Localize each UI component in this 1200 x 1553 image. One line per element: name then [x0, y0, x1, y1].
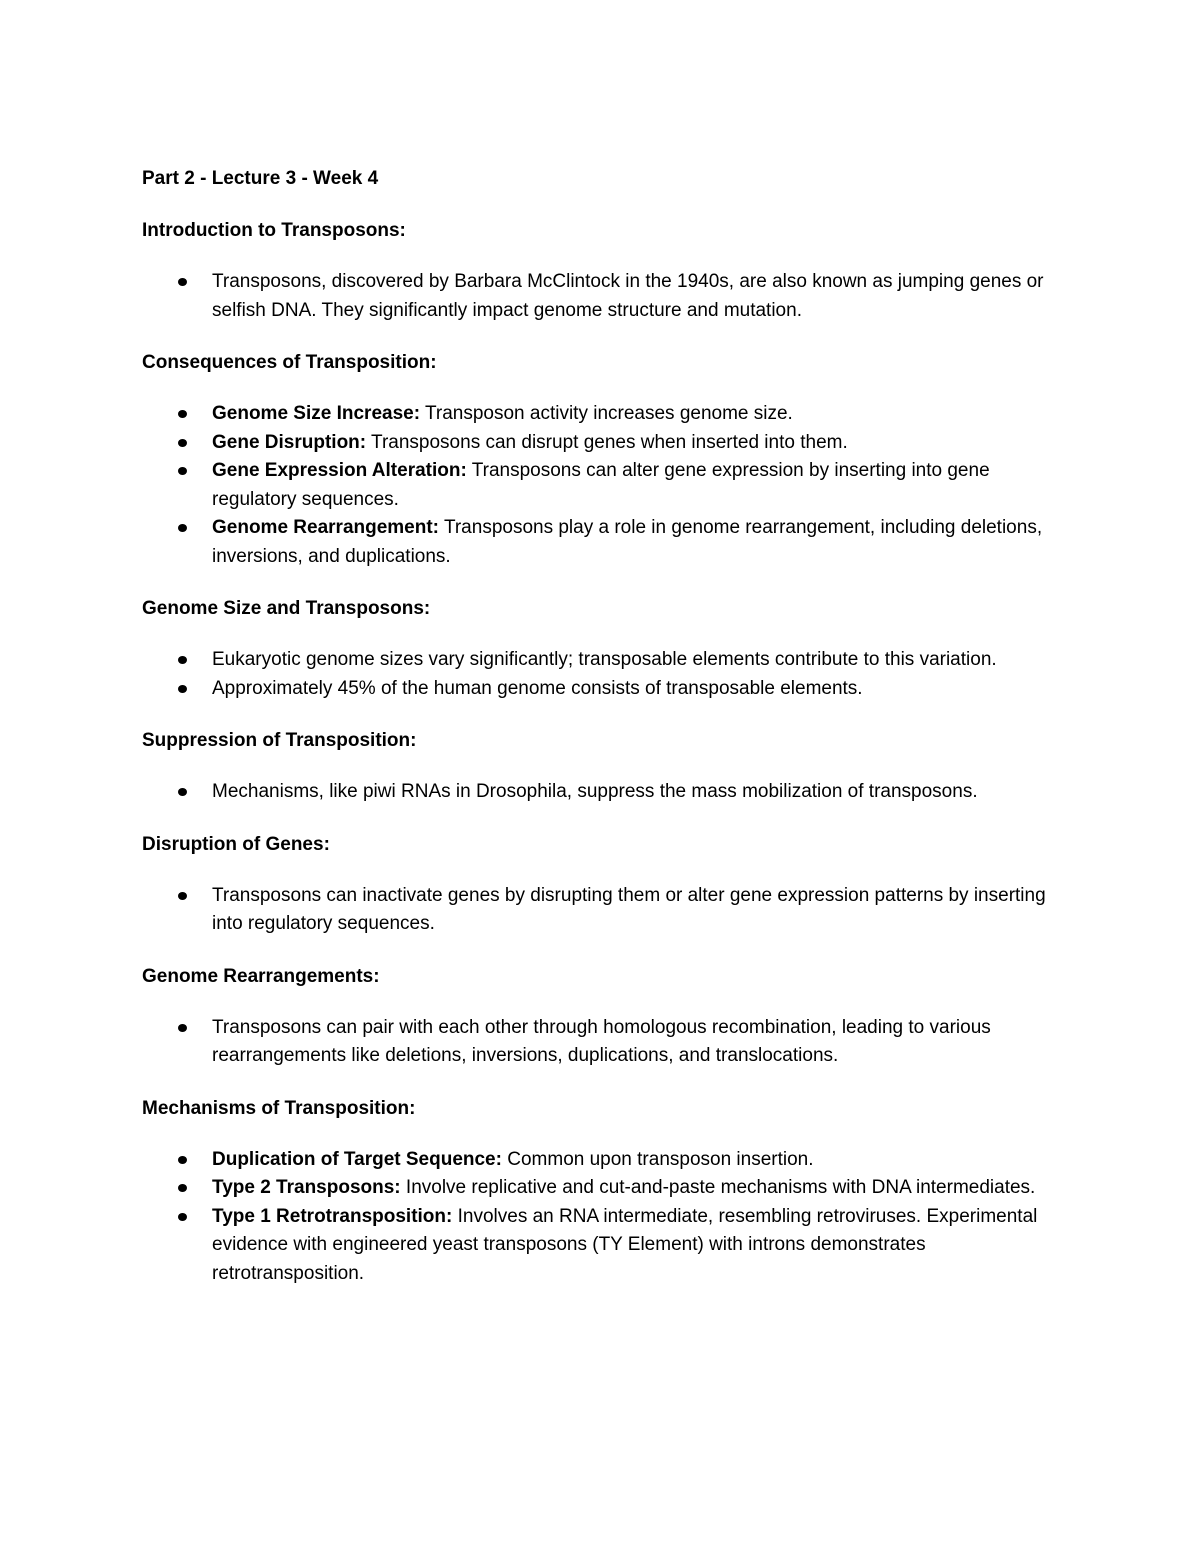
document-page: [142, 164, 1072, 1288]
section-suppression: [142, 726, 1072, 807]
list-item: [142, 429, 1072, 458]
section-heading: Suppression of Transposition:: [142, 730, 417, 751]
bullet-icon: [178, 1156, 187, 1164]
list-item: [142, 1203, 1072, 1289]
list-item: [142, 646, 1072, 675]
list-item: [142, 1014, 1072, 1071]
item-text: Involve replicative and cut-and-paste mechanisms with DNA intermediates.: [400, 1177, 1036, 1198]
section-rearrangements: [142, 962, 1072, 1071]
item-text: Transposons can alter gene expression by inserting into gene regulatory sequences.: [212, 460, 990, 510]
list-item: [142, 675, 1072, 704]
item-text: Transposons can disrupt genes when inserted into them.: [366, 431, 848, 453]
bullet-icon: [178, 685, 187, 693]
item-term: Gene Disruption:: [212, 431, 367, 453]
bullet-list: [142, 882, 1072, 939]
bullet-list: [142, 646, 1072, 703]
list-item: [142, 778, 1072, 807]
section-disruption: [142, 830, 1072, 939]
item-text: Transposon activity increases genome size.: [420, 403, 793, 424]
bullet-icon: [178, 467, 187, 475]
item-text: Transposons play a role in genome rearrangement, including deletions, inversions, and duplications.: [212, 517, 1043, 567]
list-item: [142, 1146, 1072, 1175]
section-introduction: [142, 216, 1072, 325]
item-text: Mechanisms, like piwi RNAs in Drosophila, suppress the mass mobilization of transposons.: [212, 781, 978, 802]
section-heading: Introduction to Transposons:: [142, 220, 406, 241]
bullet-list: [142, 268, 1072, 325]
item-term: Gene Expression Alteration:: [212, 460, 467, 481]
bullet-icon: [178, 524, 187, 532]
list-item: [142, 514, 1072, 571]
section-consequences: [142, 348, 1072, 571]
item-term: Duplication of Target Sequence:: [212, 1148, 502, 1170]
item-text: Involves an RNA intermediate, resembling retroviruses. Experimental evidence with engineered yeast transposons (TY Element) with introns demonstrates retrotransposition.: [212, 1205, 1038, 1284]
section-heading: Mechanisms of Transposition:: [142, 1097, 416, 1119]
page-title: Part 2 - Lecture 3 - Week 4: [142, 168, 379, 189]
bullet-icon: [178, 892, 187, 900]
list-item: [142, 400, 1072, 429]
bullet-list: [142, 400, 1072, 571]
bullet-icon: [178, 1213, 187, 1221]
item-term: Type 1 Retrotransposition:: [212, 1205, 453, 1227]
item-text: Transposons, discovered by Barbara McClintock in the 1940s, are also known as jumping genes or selfish DNA. They significantly impact genome structure and mutation.: [212, 271, 1044, 321]
section-genome-size: [142, 594, 1072, 703]
item-text: Transposons can pair with each other through homologous recombination, leading to various rearrangements like deletions, inversions, duplications, and translocations.: [212, 1016, 991, 1066]
bullet-icon: [178, 1024, 187, 1032]
bullet-list: [142, 1014, 1072, 1071]
item-term: Genome Rearrangement:: [212, 517, 440, 538]
list-item: [142, 1174, 1072, 1203]
list-item: [142, 882, 1072, 939]
item-term: Genome Size Increase:: [212, 403, 421, 424]
section-heading: Genome Rearrangements:: [142, 965, 380, 987]
bullet-icon: [178, 278, 187, 286]
section-heading: Disruption of Genes:: [142, 833, 330, 855]
item-term: Type 2 Transposons:: [212, 1177, 401, 1198]
bullet-icon: [178, 788, 187, 796]
bullet-icon: [178, 656, 187, 664]
section-heading: Consequences of Transposition:: [142, 352, 437, 373]
item-text: Common upon transposon insertion.: [501, 1148, 814, 1170]
section-heading: Genome Size and Transposons:: [142, 598, 431, 619]
item-text: Eukaryotic genome sizes vary significantly; transposable elements contribute to this variation.: [212, 649, 997, 670]
bullet-list: [142, 1146, 1072, 1289]
list-item: [142, 268, 1072, 325]
item-text: Approximately 45% of the human genome consists of transposable elements.: [212, 677, 863, 699]
bullet-icon: [178, 410, 187, 418]
item-text: Transposons can inactivate genes by disrupting them or alter gene expression patterns by inserting into regulatory sequences.: [212, 884, 1046, 934]
bullet-icon: [178, 1184, 187, 1192]
list-item: [142, 457, 1072, 514]
section-mechanisms: [142, 1094, 1072, 1289]
bullet-list: [142, 778, 1072, 807]
bullet-icon: [178, 439, 187, 447]
